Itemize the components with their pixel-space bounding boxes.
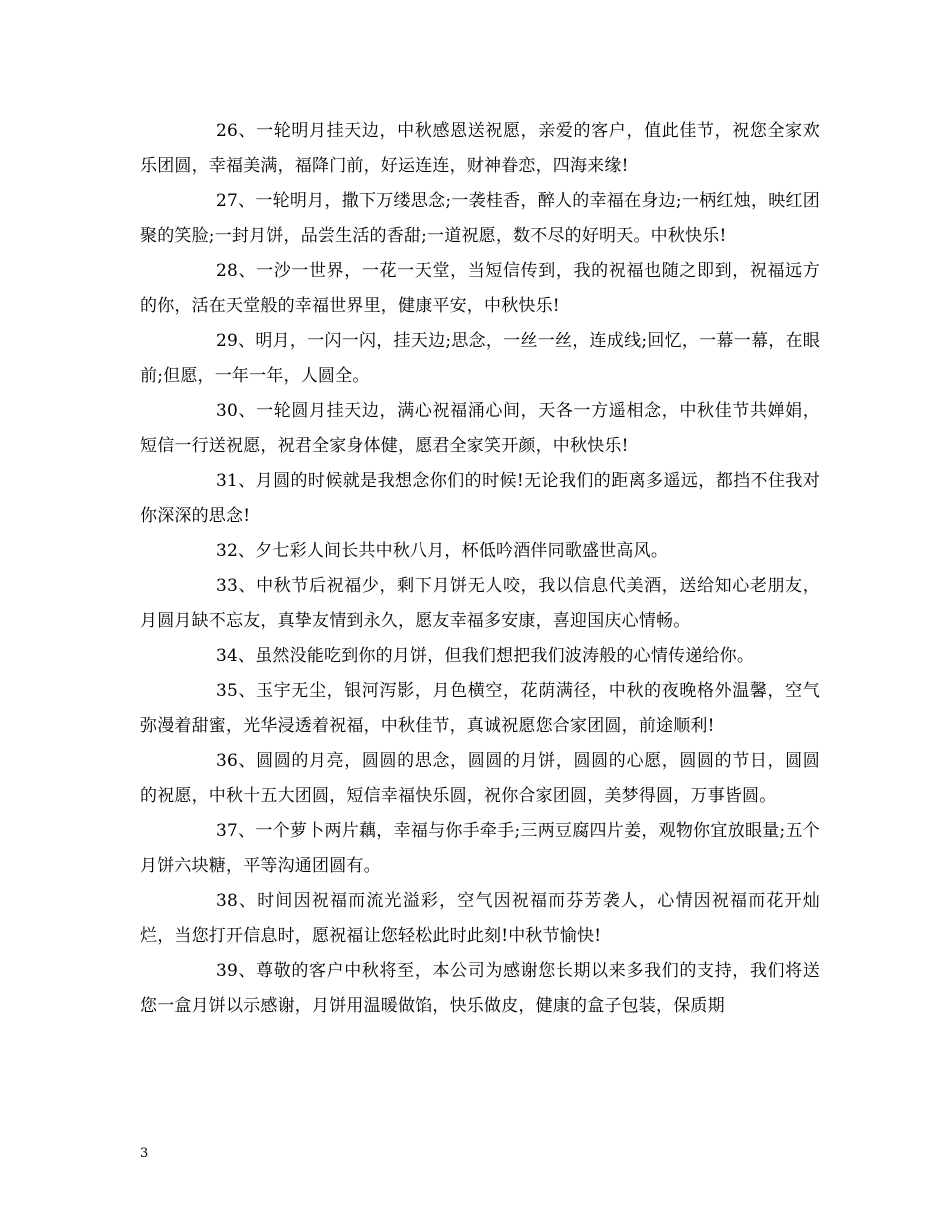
page-number: 3 bbox=[140, 1146, 149, 1161]
paragraph-28: 28、一沙一世界，一花一天堂，当短信传到，我的祝福也随之即到，祝福远方的你，活在天堂般的幸福世界里，健康平安，中秋快乐! bbox=[140, 261, 820, 316]
document-body bbox=[140, 114, 820, 1024]
paragraph-34: 34、虽然没能吃到你的月饼，但我们想把我们波涛般的心情传递给你。 bbox=[216, 646, 755, 666]
paragraph-39: 39、尊敬的客户中秋将至，本公司为感谢您长期以来多我们的支持，我们将送您一盒月饼以示感谢，月饼用温暖做馅，快乐做皮，健康的盒子包装，保质期 bbox=[140, 961, 820, 1016]
paragraph-27: 27、一轮明月，撒下万缕思念;一袭桂香，醉人的幸福在身边;一柄红烛，映红团聚的笑脸;一封月饼，品尝生活的香甜;一道祝愿，数不尽的好明天。中秋快乐! bbox=[140, 191, 820, 246]
paragraph-26: 26、一轮明月挂天边，中秋感恩送祝愿，亲爱的客户，值此佳节，祝您全家欢乐团圆，幸福美满，福降门前，好运连连，财神眷恋，四海来缘! bbox=[140, 121, 820, 176]
paragraph-35: 35、玉宇无尘，银河泻影，月色横空，花荫满径，中秋的夜晚格外温馨，空气弥漫着甜蜜，光华浸透着祝福，中秋佳节，真诚祝愿您合家团圆，前途顺利! bbox=[140, 681, 820, 736]
paragraph-29: 29、明月，一闪一闪，挂天边;思念，一丝一丝，连成线;回忆，一幕一幕，在眼前;但愿，一年一年，人圆全。 bbox=[140, 331, 820, 386]
paragraph-33: 33、中秋节后祝福少，剩下月饼无人咬，我以信息代美酒，送给知心老朋友，月圆月缺不忘友，真挚友情到永久，愿友幸福多安康，喜迎国庆心情畅。 bbox=[140, 576, 820, 631]
paragraph-32: 32、夕七彩人间长共中秋八月，杯低吟酒伴同歌盛世高风。 bbox=[216, 541, 669, 561]
paragraph-31: 31、月圆的时候就是我想念你们的时候!无论我们的距离多遥远，都挡不住我对你深深的思念! bbox=[140, 471, 820, 526]
paragraph-38: 38、时间因祝福而流光溢彩，空气因祝福而芬芳袭人，心情因祝福而花开灿烂，当您打开信息时，愿祝福让您轻松此时此刻!中秋节愉快! bbox=[140, 891, 820, 946]
paragraph-36: 36、圆圆的月亮，圆圆的思念，圆圆的月饼，圆圆的心愿，圆圆的节日，圆圆的祝愿，中秋十五大团圆，短信幸福快乐圆，祝你合家团圆，美梦得圆，万事皆圆。 bbox=[140, 751, 820, 806]
paragraph-37: 37、一个萝卜两片藕，幸福与你手牵手;三两豆腐四片姜，观物你宜放眼量;五个月饼六块糖，平等沟通团圆有。 bbox=[140, 821, 820, 876]
paragraph-30: 30、一轮圆月挂天边，满心祝福涌心间，天各一方遥相念，中秋佳节共婵娟，短信一行送祝愿，祝君全家身体健，愿君全家笑开颜，中秋快乐! bbox=[140, 401, 820, 456]
